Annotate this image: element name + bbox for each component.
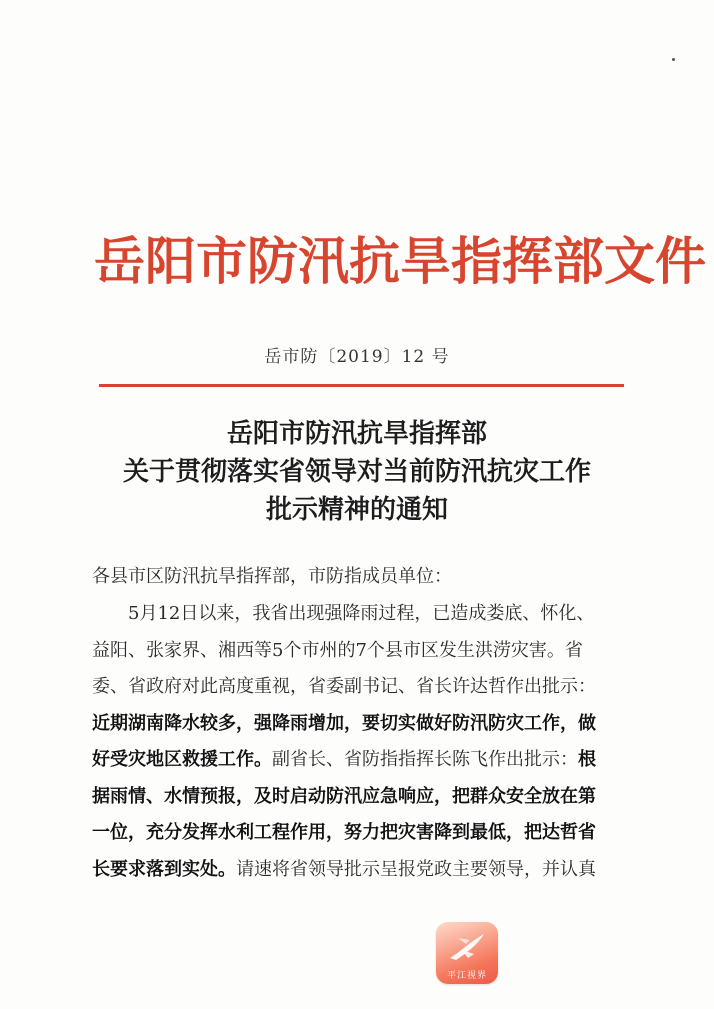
red-divider-line [99,384,624,387]
watermark-label: 平江视界 [446,971,487,981]
body-line-bold-text: 长要求落到实处。 [92,858,236,880]
body-line-2 [92,633,632,670]
notice-title-line-3: 批示精神的通知 [265,495,448,525]
body-line-text: 5月12日以来，我省出现强降雨过程，已造成娄底、怀化、 [128,603,595,624]
notice-title-line-1: 岳阳市防汛抗旱指挥部 [226,419,487,449]
body-line-bold-text: 一位，充分发挥水利工程作用，努力把灾害降到最低，把达哲省 [92,822,596,843]
scan-speck [672,58,675,61]
body-line-1 [92,596,632,633]
plane-logo-icon [444,928,490,968]
body-line-6 [92,779,632,816]
body-line-3 [92,669,632,706]
addressee-line: 各县市区防汛抗旱指挥部，市防指成员单位： [92,566,452,587]
document-number: 岳市防〔2019〕12 号 [264,347,450,367]
body-line-text: 委、省政府对此高度重视，省委副书记、省长许达哲作出批示： [92,676,596,697]
body-line-bold-text: 据雨情、水情预报，及时启动防汛应急响应，把群众安全放在第 [92,785,596,807]
body-line-7 [92,815,632,852]
body-line-text: 副省长、省防指指挥长陈飞作出批示： [272,749,578,770]
body-line-bold-text: 近期湖南降水较多，强降雨增加，要切实做好防汛防灾工作，做 [92,712,596,734]
watermark-badge [436,922,498,984]
notice-title-line-2: 关于贯彻落实省领导对当前防汛抗灾工作 [122,457,591,487]
body-line-5 [92,742,632,779]
body-paragraph [92,596,632,888]
body-line-8 [92,852,632,889]
body-line-bold-text: 好受灾地区救援工作。 [92,749,272,770]
notice-title [0,415,714,529]
body-line-4 [92,706,632,743]
body-line-bold-tail: 根 [578,749,596,770]
body-line-text: 请速将省领导批示呈报党政主要领导，并认真 [236,858,596,880]
issuer-header-title: 岳阳市防汛抗旱指挥部文件 [94,232,707,292]
body-line-text: 益阳、张家界、湘西等5个市州的7个县市区发生洪涝灾害。省 [92,639,583,661]
